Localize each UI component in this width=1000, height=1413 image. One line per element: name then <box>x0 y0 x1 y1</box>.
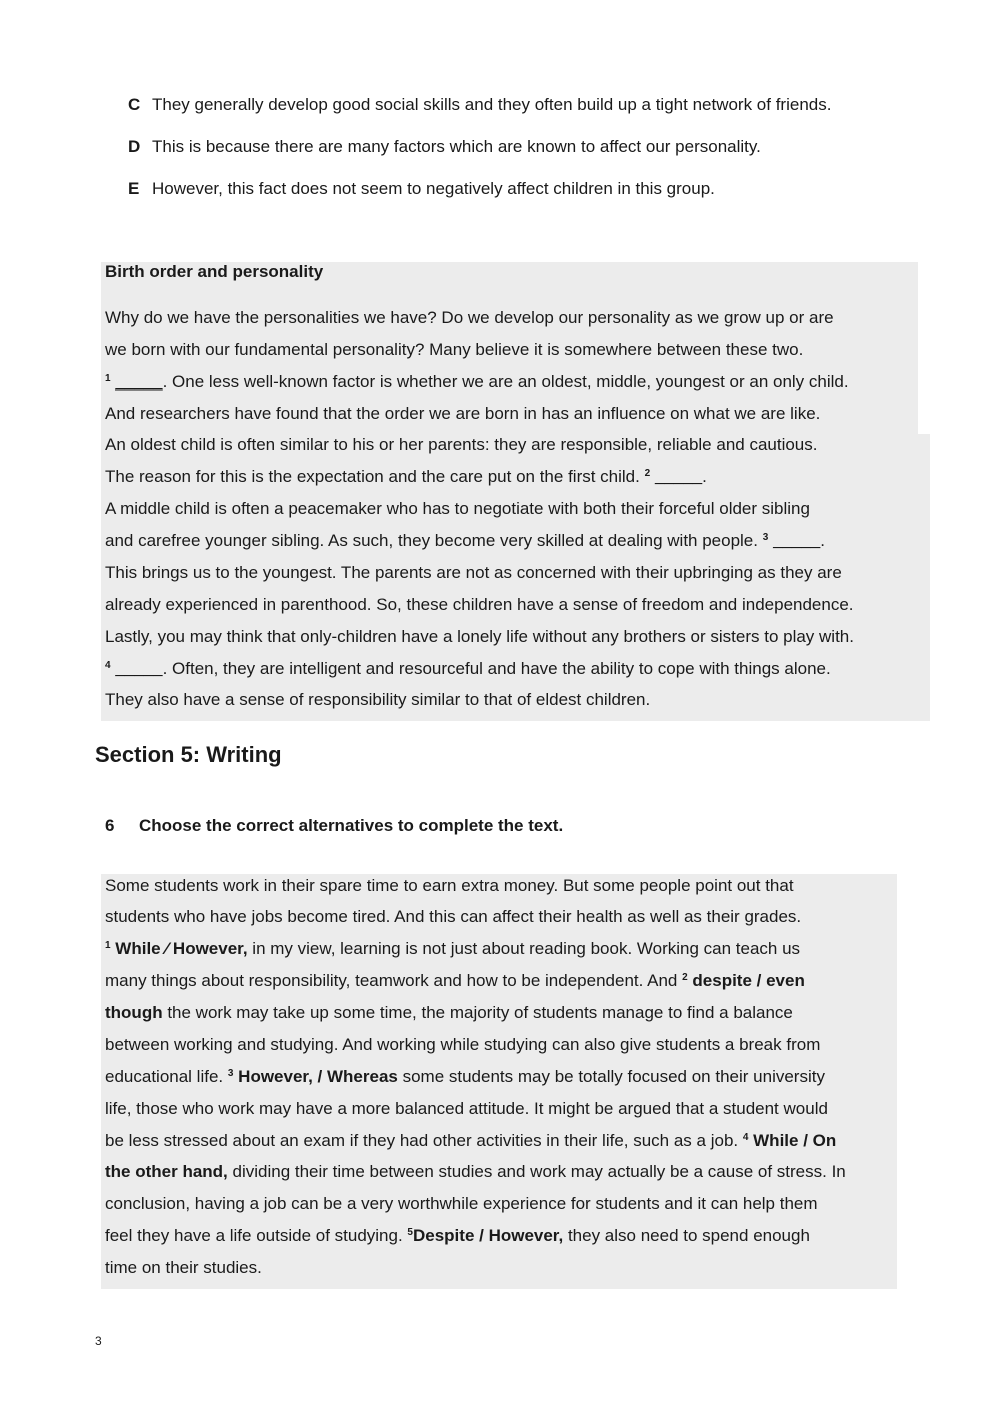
reading-line: $^4$ _____. Often, they are intelligent and resourceful and have the ability to cope with things alone. <box>105 659 831 678</box>
writing-line: students who have jobs become tired. And this can affect their health as well as their grades. <box>105 907 802 926</box>
reading-line: This brings us to the youngest. The parents are not as concerned with their upbringing as they are <box>105 563 842 582</box>
reading-line: we born with our fundamental personality? Many believe it is somewhere between these two. <box>105 340 804 359</box>
writing-line: though the work may take up some time, the majority of students manage to find a balance <box>105 1003 793 1022</box>
choice-2b[interactable]: though <box>105 1003 163 1022</box>
choice-4b[interactable]: the other hand, <box>105 1162 228 1181</box>
reading-line: A middle child is often a peacemaker who has to negotiate with both their forceful older sibling <box>105 499 810 518</box>
writing-line: between working and studying. And working while studying can also give students a break from <box>105 1035 821 1054</box>
reading-line: already experienced in parenthood. So, these children have a sense of freedom and independence. <box>105 595 854 614</box>
reading-line: and carefree younger sibling. As such, they become very skilled at dealing with people. $^3$ _____. <box>105 531 826 550</box>
reading-line: Lastly, you may think that only-children have a lonely life without any brothers or sisters to play with. <box>105 627 854 646</box>
reading-title: Birth order and personality <box>105 262 324 281</box>
gap-blank[interactable]: _____ <box>654 467 703 486</box>
page-number: 3 <box>95 1334 102 1348</box>
writing-line: educational life. $^3$ However, / Whereas some students may be totally focused on their university <box>105 1067 825 1086</box>
choice-4a[interactable]: While / On <box>753 1131 837 1150</box>
gap-blank[interactable]: _____ <box>115 659 163 678</box>
option-d: D This is because there are many factors which are known to affect our personality. <box>128 137 761 156</box>
section-heading: Section 5: Writing <box>95 742 282 767</box>
writing-line: time on their studies. <box>105 1258 262 1277</box>
option-c: C They generally develop good social skills and they often build up a tight network of friends. <box>128 95 832 114</box>
gap-blank[interactable]: _____ <box>773 531 821 550</box>
choice-3[interactable]: However, / Whereas <box>238 1067 398 1086</box>
writing-line: many things about responsibility, teamwork and how to be independent. And $^2$ despite / even <box>105 971 805 990</box>
exercise-number: 6 <box>105 816 115 835</box>
reading-line: $^1$ _____. One less well-known factor is whether we are an oldest, middle, youngest or an only child. <box>105 372 849 391</box>
gap-number: 4 <box>105 660 111 671</box>
choice-1[interactable]: While ⁄ However, <box>115 939 248 958</box>
choice-number: 4 <box>742 1132 749 1143</box>
writing-line: the other hand, dividing their time between studies and work may actually be a cause of stress. In <box>105 1162 846 1181</box>
writing-line: conclusion, having a job can be a very worthwhile experience for students and it can help them <box>105 1194 818 1213</box>
writing-line: feel they have a life outside of studying. $^5$Despite / However, they also need to spend enough <box>105 1226 810 1245</box>
writing-line: be less stressed about an exam if they had other activities in their life, such as a job. $^4$ While / On <box>105 1131 837 1150</box>
choice-number: 1 <box>105 940 111 951</box>
reading-line: The reason for this is the expectation and the care put on the first child. $^2$ _____. <box>105 467 707 486</box>
reading-line: Why do we have the personalities we have? Do we develop our personality as we grow up or are <box>105 308 834 327</box>
gap-blank[interactable]: _____ <box>115 372 163 391</box>
choice-number: 2 <box>682 972 688 983</box>
writing-line: life, those who work may have a more balanced attitude. It might be argued that a student would <box>105 1099 828 1118</box>
writing-line: Some students work in their spare time to earn extra money. But some people point out that <box>105 876 794 895</box>
reading-line: They also have a sense of responsibility similar to that of eldest children. <box>105 690 651 709</box>
choice-5[interactable]: Despite / However, <box>412 1226 564 1245</box>
gap-number: 2 <box>644 468 651 479</box>
gap-number: 3 <box>762 532 769 543</box>
reading-line: And researchers have found that the order we are born in has an influence on what we are like. <box>105 404 821 423</box>
gap-number: 1 <box>105 373 111 384</box>
writing-line: $^1$ While ⁄ However, in my view, learning is not just about reading book. Working can teach us <box>105 939 801 958</box>
choice-number: 3 <box>227 1068 234 1079</box>
choice-2a[interactable]: despite / even <box>692 971 805 990</box>
exercise-instruction: Choose the correct alternatives to complete the text. <box>139 816 564 835</box>
choice-number: 5 <box>407 1227 413 1238</box>
option-e: E However, this fact does not seem to negatively affect children in this group. <box>128 179 715 198</box>
reading-line: An oldest child is often similar to his or her parents: they are responsible, reliable and cautious. <box>105 435 818 454</box>
